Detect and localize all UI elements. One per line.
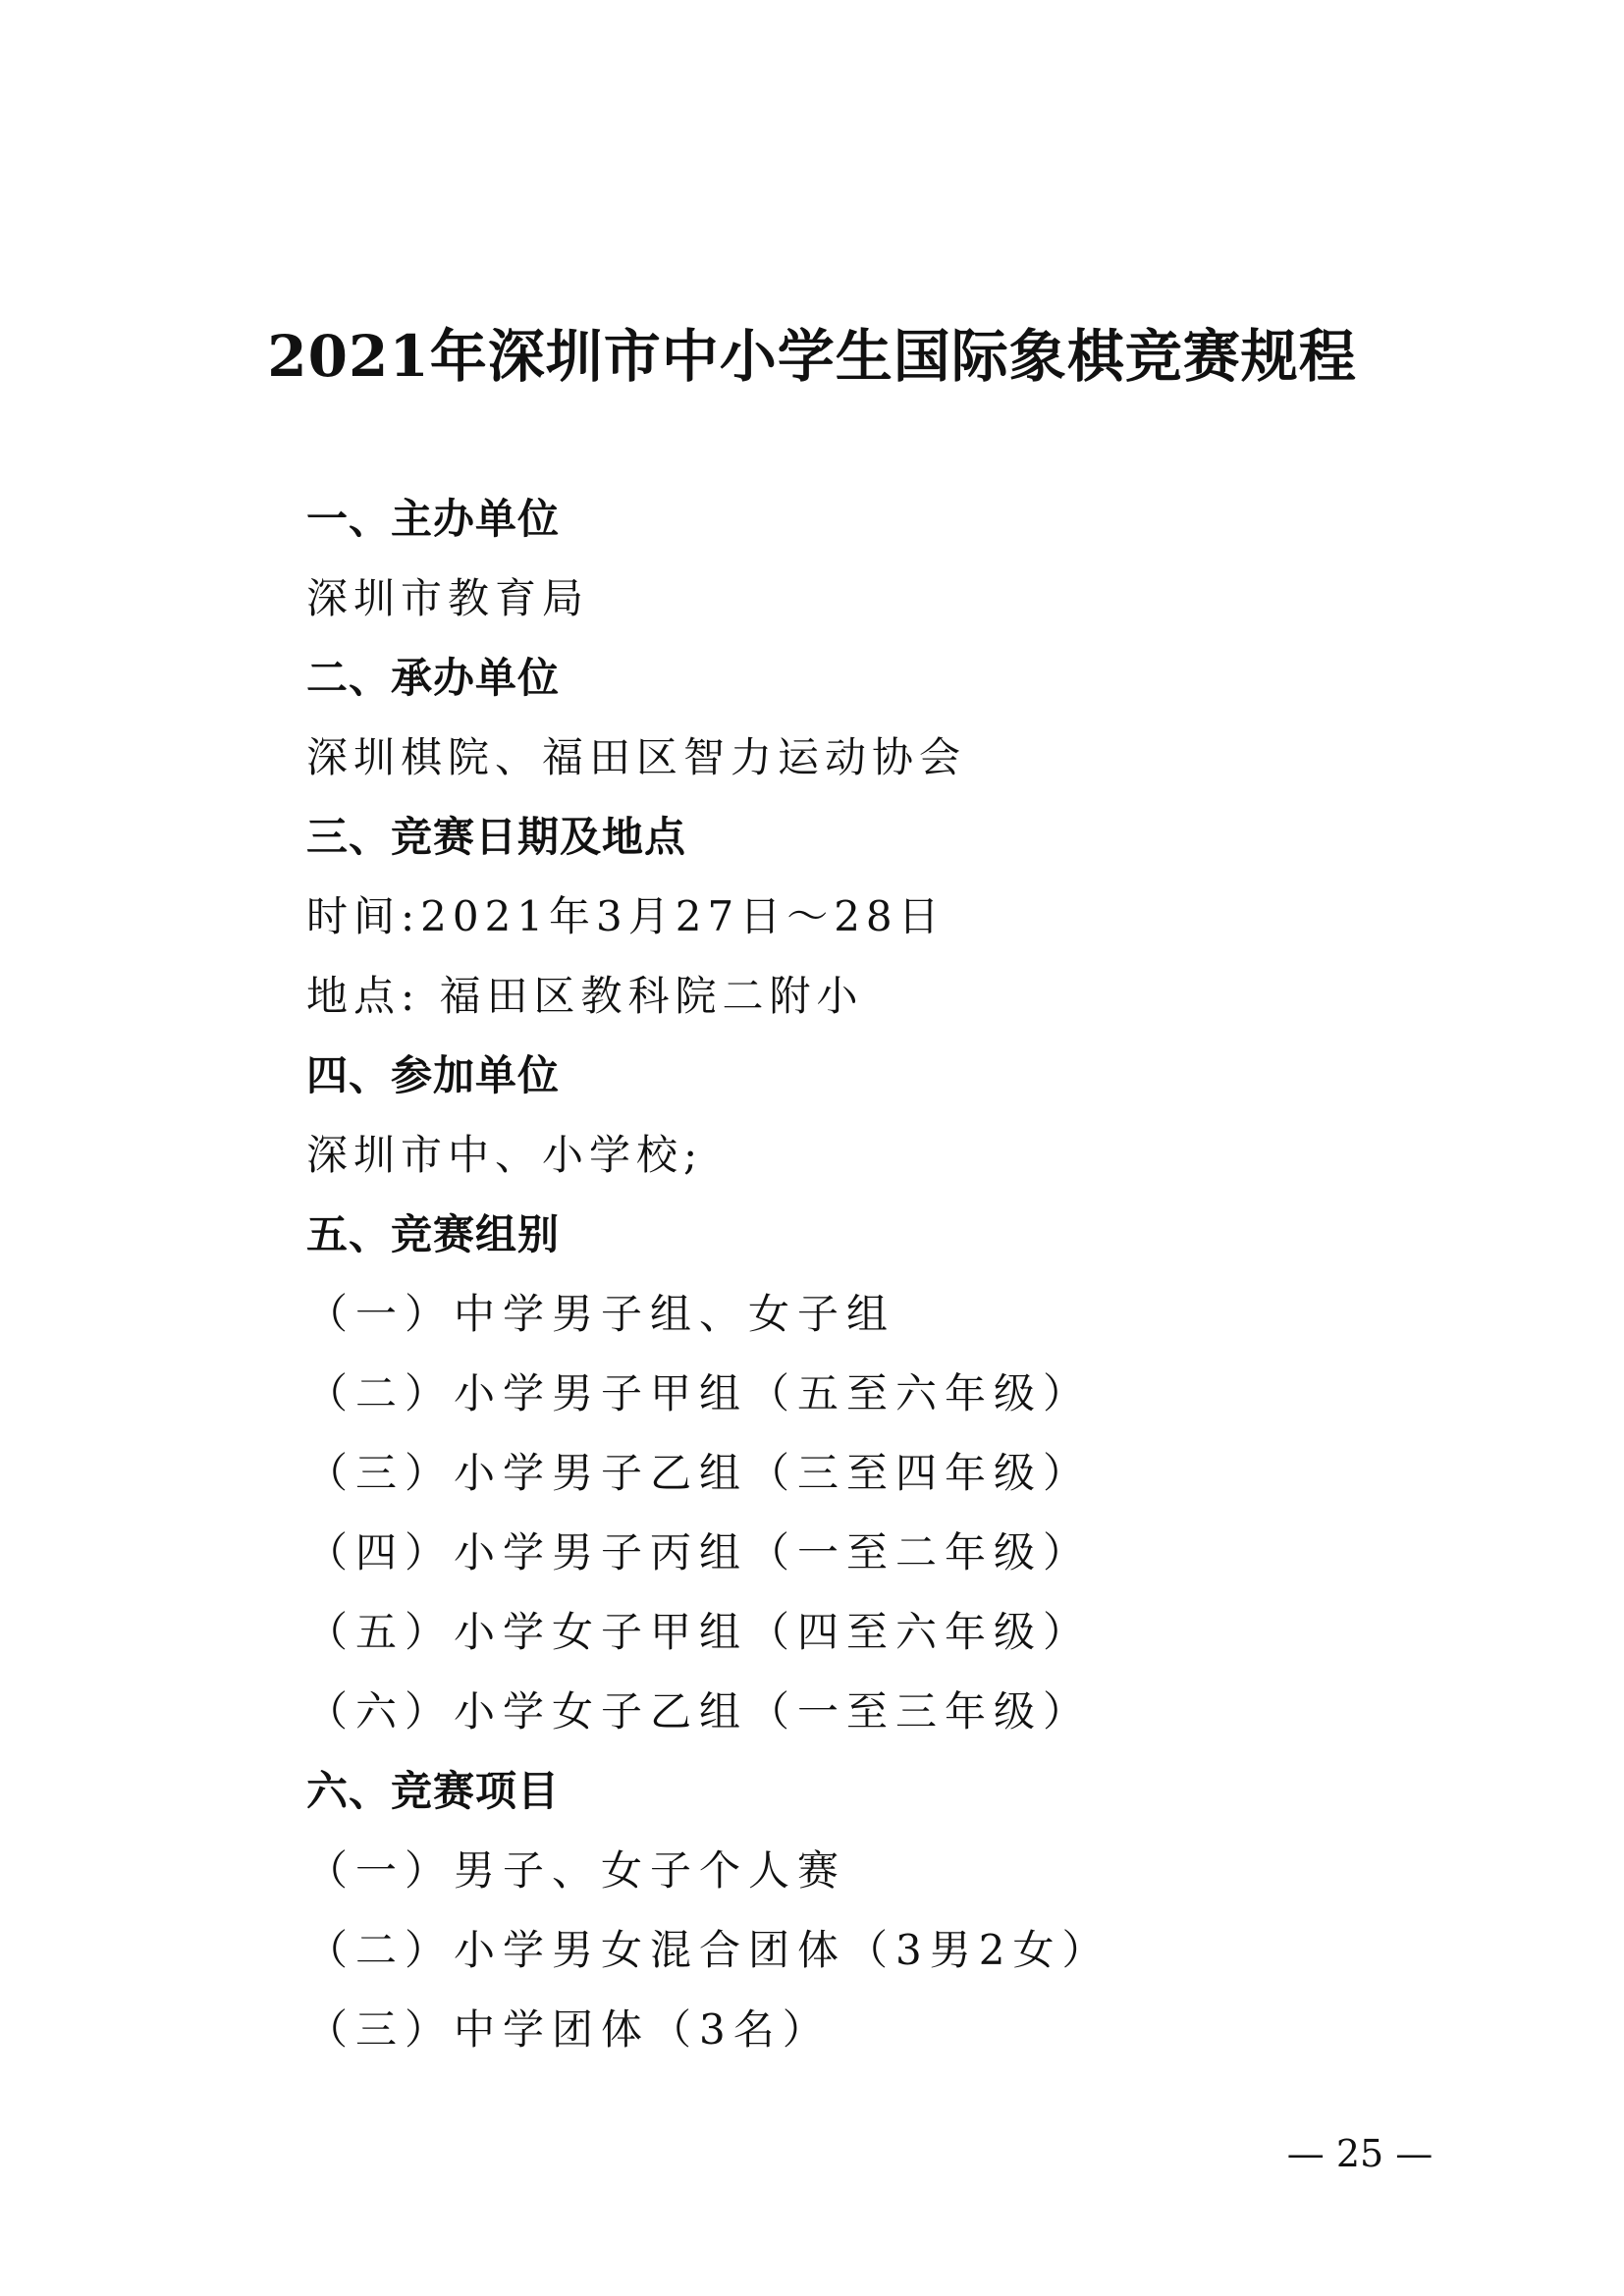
document-title: 2021年深圳市中小学生国际象棋竞赛规程 [267,323,1357,390]
event-item: （三）中学团体（3名） [306,2005,832,2054]
group-item: （三）小学男子乙组（三至四年级） [306,1449,1093,1497]
location-text: 地点: 福田区教科院二附小 [306,972,864,1020]
group-item: （二）小学男子甲组（五至六年级） [306,1369,1093,1417]
section-heading-participants: 四、参加单位 [306,1051,561,1099]
page-number: — 25 — [1286,2132,1434,2175]
section-heading-date-location: 三、竞赛日期及地点 [306,813,687,861]
host-text: 深圳棋院、福田区智力运动协会 [306,733,967,781]
group-item: （一）中学男子组、女子组 [306,1290,896,1338]
participants-text: 深圳市中、小学校; [306,1131,704,1179]
group-item: （四）小学男子丙组（一至二年级） [306,1528,1093,1576]
event-item: （二）小学男女混合团体（3男2女） [306,1926,1111,1974]
group-item: （六）小学女子乙组（一至三年级） [306,1687,1093,1735]
group-item: （五）小学女子甲组（四至六年级） [306,1608,1093,1656]
organizer-text: 深圳市教育局 [306,574,590,622]
section-heading-host: 二、承办单位 [306,654,561,702]
event-item: （一）男子、女子个人赛 [306,1846,847,1895]
section-heading-organizer: 一、主办单位 [306,495,561,543]
date-text: 时间:2021年3月27日～28日 [306,892,946,940]
section-heading-events: 六、竞赛项目 [306,1767,561,1815]
document-body [306,479,1485,2069]
section-heading-groups: 五、竞赛组别 [306,1210,561,1258]
